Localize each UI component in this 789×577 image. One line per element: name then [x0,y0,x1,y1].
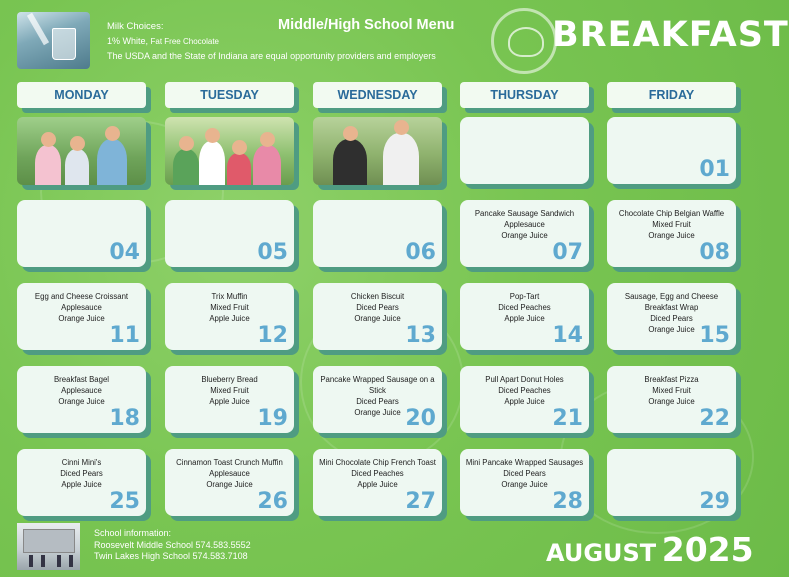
child-head [41,132,56,147]
day-number: 27 [405,489,436,514]
calendar-day-cell [165,366,294,433]
year-label: 2025 [661,530,754,569]
menu-item: Cinnamon Toast Crunch Muffin [176,458,283,467]
calendar-day-cell [460,117,589,184]
breakfast-heading: BREAKFAST [552,15,789,55]
person-graphic [69,555,73,567]
menu-item: Orange Juice [501,480,548,489]
school-photo [17,523,80,570]
day-number: 14 [552,323,583,348]
school-building-graphic [23,529,75,553]
menu-item: Diced Pears [356,397,399,406]
calendar-day-cell [17,366,146,433]
menu-item: Pancake Sausage Sandwich [474,209,575,218]
calendar-day-cell [607,200,736,267]
calendar-day-cell [17,449,146,516]
menu-items [168,457,291,490]
calendar-day-cell [460,283,589,350]
menu-item: Pull Apart Donut Holes [485,375,564,384]
menu-item: Trix Muffin [211,292,248,301]
menu-item: Apple Juice [504,314,545,323]
menu-item: Diced Pears [356,303,399,312]
day-number: 06 [405,240,436,265]
school-info-title: School information: [94,528,172,538]
menu-item: Mixed Fruit [210,303,249,312]
menu-items [168,374,291,407]
kids-photo [313,117,442,185]
menu-item: Applesauce [209,469,250,478]
day-number: 28 [552,489,583,514]
person-graphic [57,555,61,567]
milk-option-secondary: Fat Free Chocolate [150,37,219,46]
menu-item: Orange Juice [501,231,548,240]
menu-item: Apple Juice [61,480,102,489]
day-number: 05 [257,240,288,265]
day-number: 13 [405,323,436,348]
child-head [70,136,85,151]
school-info-line: Twin Lakes High School 574.583.7108 [94,551,248,561]
day-number: 11 [109,323,140,348]
milk-choices-title: Milk Choices: [107,21,164,32]
kids-photo [165,117,294,185]
day-number: 25 [109,489,140,514]
menu-item: Orange Juice [648,325,695,334]
child-figure [199,141,225,185]
child-figure [97,139,127,185]
menu-item: Apple Juice [209,314,250,323]
child-head [232,140,247,155]
menu-item: Diced Pears [650,314,693,323]
menu-item: Applesauce [61,303,102,312]
child-figure [35,145,61,185]
day-number: 22 [699,406,730,431]
day-number: 26 [257,489,288,514]
menu-item: Orange Juice [648,231,695,240]
day-number: 12 [257,323,288,348]
menu-item: Cinni Mini's [61,458,102,467]
calendar-day-cell [460,366,589,433]
menu-item: Diced Peaches [498,303,551,312]
calendar-day-cell [607,117,736,184]
day-number: 20 [405,406,436,431]
child-head [394,120,409,135]
menu-item: Breakfast Wrap [644,303,699,312]
menu-items [20,374,143,407]
menu-item: Diced Peaches [351,469,404,478]
milk-glass-graphic [52,28,76,60]
child-figure [383,133,419,185]
month-year-label [546,530,754,569]
calendar-day-cell [165,283,294,350]
day-number: 21 [552,406,583,431]
day-number: 15 [699,323,730,348]
child-head [105,126,120,141]
child-head [343,126,358,141]
school-info-line: Roosevelt Middle School 574.583.5552 [94,540,251,550]
day-number: 29 [699,489,730,514]
menu-item: Blueberry Bread [201,375,258,384]
day-number: 01 [699,157,730,182]
calendar-day-cell [607,449,736,516]
menu-item: Pop-Tart [509,292,540,301]
calendar-day-cell [313,366,442,433]
calendar-day-cell [17,200,146,267]
menu-item: Diced Pears [503,469,546,478]
calendar-day-cell [460,200,589,267]
calendar-day-cell [17,283,146,350]
milk-option-main: 1% White, [107,36,151,46]
page-title: Middle/High School Menu [278,17,455,33]
calendar-day-cell [313,283,442,350]
day-header: MONDAY [17,82,146,108]
menu-item: Orange Juice [206,480,253,489]
child-figure [227,153,251,185]
calendar-day-cell [165,200,294,267]
menu-items [316,457,439,490]
child-head [205,128,220,143]
menu-item: Applesauce [61,386,102,395]
menu-items [610,374,733,407]
menu-item: Mini Chocolate Chip French Toast [319,458,436,467]
menu-items [463,291,586,324]
menu-item: Chocolate Chip Belgian Waffle [618,209,725,218]
menu-item: Orange Juice [354,314,401,323]
menu-item: Apple Juice [357,480,398,489]
calendar-day-cell [607,283,736,350]
menu-item: Orange Juice [58,314,105,323]
menu-item: Diced Pears [60,469,103,478]
menu-item: Egg and Cheese Croissant [34,292,129,301]
child-head [260,132,275,147]
calendar-day-cell [607,366,736,433]
menu-items [610,208,733,241]
day-number: 04 [109,240,140,265]
menu-item: Mini Pancake Wrapped Sausages [465,458,584,467]
calendar-day-cell [460,449,589,516]
day-number: 19 [257,406,288,431]
menu-item: Mixed Fruit [652,220,691,229]
day-header: FRIDAY [607,82,736,108]
milk-choices-line [107,36,219,46]
menu-items [463,457,586,490]
person-graphic [29,555,33,567]
day-header: TUESDAY [165,82,294,108]
day-number: 08 [699,240,730,265]
child-head [179,136,194,151]
menu-item: Orange Juice [648,397,695,406]
calendar-day-cell [313,200,442,267]
menu-item: Diced Peaches [498,386,551,395]
menu-item: Orange Juice [58,397,105,406]
menu-item: Pancake Wrapped Sausage on a Stick [320,375,435,395]
breakfast-logo-icon [491,8,557,74]
menu-items [463,374,586,407]
menu-item: Mixed Fruit [210,386,249,395]
menu-items [20,291,143,324]
menu-item: Apple Juice [504,397,545,406]
day-number: 07 [552,240,583,265]
calendar-day-cell [165,449,294,516]
menu-items [20,457,143,490]
menu-items [316,291,439,324]
menu-item: Applesauce [504,220,545,229]
child-figure [253,145,281,185]
milk-stream-graphic [27,13,49,45]
milk-photo [17,12,90,69]
menu-item: Orange Juice [354,408,401,417]
day-number: 18 [109,406,140,431]
day-header: THURSDAY [460,82,589,108]
calendar-day-cell [313,449,442,516]
usda-statement: The USDA and the State of Indiana are equal opportunity providers and employers [107,51,436,61]
kids-photo [17,117,146,185]
menu-items [463,208,586,241]
menu-items [168,291,291,324]
child-figure [65,149,89,185]
menu-item: Mixed Fruit [652,386,691,395]
person-graphic [41,555,45,567]
child-figure [173,149,199,185]
menu-item: Sausage, Egg and Cheese [624,292,719,301]
child-figure [333,139,367,185]
menu-item: Apple Juice [209,397,250,406]
menu-item: Chicken Biscuit [350,292,405,301]
month-label: AUGUST [546,539,657,567]
menu-item: Breakfast Bagel [53,375,110,384]
menu-item: Breakfast Pizza [644,375,699,384]
day-header: WEDNESDAY [313,82,442,108]
food-bowl-icon [508,27,544,57]
